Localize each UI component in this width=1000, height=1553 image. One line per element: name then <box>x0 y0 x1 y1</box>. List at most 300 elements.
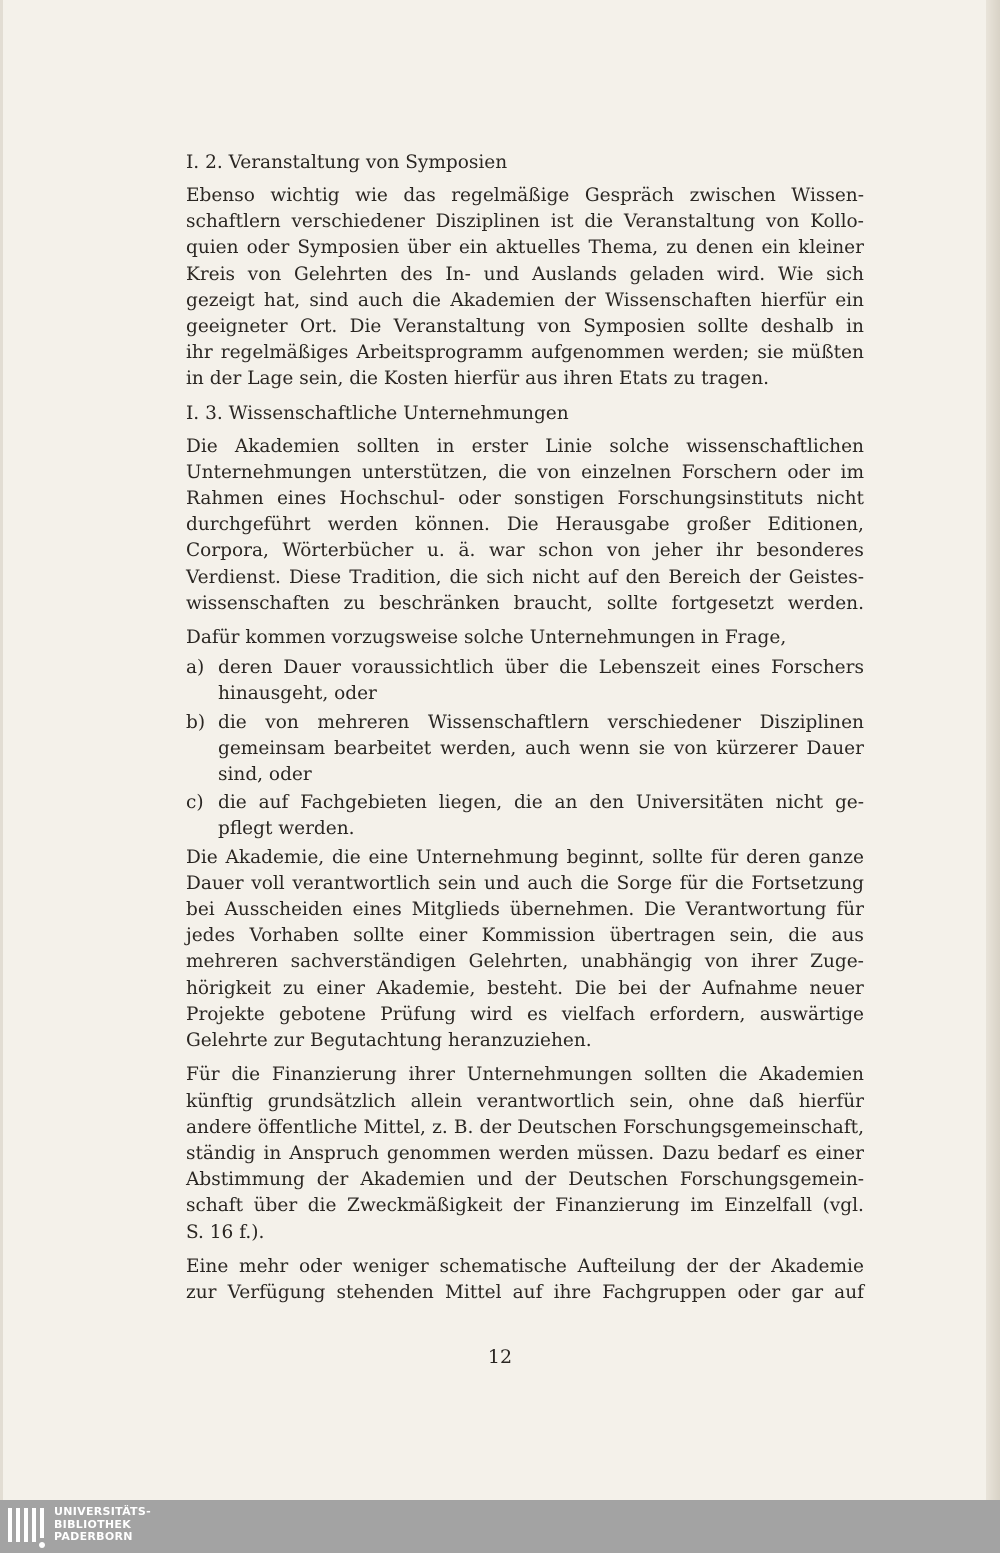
word: jedes <box>186 925 235 947</box>
word: Dauer <box>283 657 341 679</box>
word: die <box>580 872 609 894</box>
word: bedarf <box>717 1142 779 1164</box>
word: Linie <box>545 435 593 457</box>
word: ein <box>458 237 488 259</box>
list-intro: Dafür kommen vorzugsweise solche Unternehmungen in Frage, <box>186 627 787 649</box>
word: wie <box>355 185 388 206</box>
word: einer <box>815 1142 864 1164</box>
word: ihre <box>553 1281 592 1303</box>
word: Verfügung <box>227 1281 326 1303</box>
word: auch <box>525 737 571 759</box>
word: Die <box>349 316 382 338</box>
word: sein, <box>629 1090 674 1112</box>
word: Veranstaltung <box>393 316 526 338</box>
word: zu <box>282 977 305 999</box>
word: sollten <box>356 435 420 457</box>
word: nicht <box>532 566 580 588</box>
word: Thema, <box>588 237 659 259</box>
word: Akademien <box>234 435 340 457</box>
word: die <box>231 1064 261 1086</box>
word: Disziplinen <box>759 711 864 733</box>
word: ist <box>550 211 574 233</box>
word: der <box>524 1169 557 1191</box>
word: von <box>673 737 708 759</box>
word: gebotene <box>278 1003 367 1025</box>
word: es <box>786 1142 808 1164</box>
word: die <box>718 1064 748 1086</box>
word: Tradition, <box>349 566 442 588</box>
text-line <box>186 591 864 617</box>
word: schaft <box>186 1195 244 1217</box>
word: Disziplinen <box>435 211 540 233</box>
word: Prüfung <box>380 1003 457 1025</box>
word: werden. <box>787 592 864 614</box>
word: Auslands <box>531 263 617 285</box>
word: Forschers <box>771 657 864 679</box>
word: neuer <box>809 977 864 999</box>
word: B. <box>453 1116 474 1138</box>
list-item-b <box>186 710 864 789</box>
word: andere <box>186 1116 252 1138</box>
word: und <box>483 263 520 285</box>
word: zu <box>666 237 688 259</box>
word: der <box>564 289 596 311</box>
word: Dazu <box>662 1142 710 1164</box>
word: Wissenschaftlern <box>427 711 590 733</box>
word: denen <box>695 237 754 259</box>
word: wissenschaftlichen <box>686 435 864 457</box>
word: in <box>263 1142 282 1164</box>
word: braucht, <box>513 592 593 614</box>
word: voraussichtlich <box>351 657 494 679</box>
text-line <box>186 1062 864 1088</box>
word: werden <box>498 1142 569 1164</box>
word: mehreren <box>186 951 278 973</box>
word: Hochschul- <box>339 488 445 510</box>
word: Ort. <box>299 316 338 338</box>
word: hörigkeit <box>186 977 272 999</box>
text-line <box>186 871 864 897</box>
word: deshalb <box>760 316 834 338</box>
word: allein <box>410 1090 463 1112</box>
text-line <box>186 434 864 460</box>
word: ihr <box>716 540 743 562</box>
word: schematische <box>439 1255 567 1277</box>
word: die <box>218 711 247 733</box>
text-line <box>186 538 864 564</box>
word: können. <box>414 514 490 536</box>
word: Forschungsgemein- <box>679 1169 864 1191</box>
word: gezeigt <box>186 289 255 311</box>
word: werden <box>327 514 398 536</box>
word: regelmäßige <box>451 185 570 206</box>
word: die <box>584 211 614 233</box>
word: Kreis <box>186 263 236 285</box>
word: Akademie, <box>225 846 325 868</box>
word: ge- <box>834 792 864 814</box>
word: Die <box>506 514 539 536</box>
word: Aufteilung <box>577 1255 676 1277</box>
word: verantwortlich <box>476 1090 615 1112</box>
paragraph-finanzierung <box>186 1062 864 1245</box>
library-name-line: BIBLIOTHEK <box>54 1517 132 1531</box>
word: Akademien <box>759 1064 864 1086</box>
paragraph-unternehmungen-1 <box>186 434 864 617</box>
text-line <box>186 565 864 591</box>
word: kleiner <box>798 237 864 259</box>
library-footer <box>0 1500 1000 1553</box>
word: solche <box>609 435 670 457</box>
word: geeigneter <box>186 316 288 338</box>
word: auf <box>834 1281 864 1303</box>
word: verantwortlich <box>292 872 431 894</box>
word: öffentliche <box>257 1116 358 1138</box>
word: Vorhaben <box>249 925 339 947</box>
text-line <box>186 1089 864 1115</box>
word: Fachgruppen <box>602 1281 727 1303</box>
word: ihrer <box>408 1064 455 1086</box>
word: ohne <box>688 1090 735 1112</box>
word: das <box>403 185 436 206</box>
word: wissenschaften <box>186 592 330 614</box>
word: der <box>658 977 691 999</box>
word: Sorge <box>616 872 673 894</box>
word: erfordern, <box>649 1003 746 1025</box>
word: sollte <box>652 846 703 868</box>
paragraph-aufteilung <box>186 1254 864 1306</box>
word: Diese <box>288 566 342 588</box>
word: Forschungsinstituts <box>617 488 804 510</box>
word: sollte <box>606 592 658 614</box>
library-name-line: PADERBORN <box>54 1530 133 1543</box>
word: Für <box>186 1064 220 1086</box>
word: und <box>476 1169 513 1191</box>
word: von <box>247 263 282 285</box>
page-number: 12 <box>487 1346 513 1368</box>
word: Finanzierung <box>555 1195 680 1217</box>
word: Wissen- <box>791 185 864 206</box>
word: auswärtige <box>759 1003 864 1025</box>
word: aus <box>831 925 864 947</box>
word: hierfür <box>798 1090 864 1112</box>
word: ein <box>835 289 864 311</box>
word: die <box>715 872 744 894</box>
paragraph-symposien <box>186 183 864 393</box>
page-edge-left <box>0 0 3 1500</box>
text-line: pflegt werden. <box>218 818 355 840</box>
word: für <box>710 846 739 868</box>
word: liegen, <box>438 792 503 814</box>
word: voll <box>251 872 285 894</box>
word: Herausgabe <box>555 514 670 536</box>
word: bearbeitet <box>334 737 432 759</box>
word: ihr <box>186 342 213 364</box>
text-line <box>218 710 864 736</box>
word: übertragen <box>609 925 716 947</box>
word: auf <box>512 1281 543 1303</box>
word: war <box>489 540 525 562</box>
word: zur <box>186 1281 217 1303</box>
word: Symposien <box>583 316 686 338</box>
text-line <box>186 262 864 288</box>
word: Verdienst. <box>186 566 281 588</box>
list-label: b) <box>186 711 206 733</box>
word: Verantwortung <box>685 899 827 921</box>
word: besonderes <box>756 540 864 562</box>
word: Corpora, <box>186 540 269 562</box>
word: nicht <box>816 488 864 510</box>
word: künftig <box>186 1090 254 1112</box>
text-line <box>186 976 864 1002</box>
word: die <box>788 925 817 947</box>
word: u. <box>426 540 445 562</box>
word: die <box>513 792 543 814</box>
word: daß <box>748 1090 785 1112</box>
word: für <box>836 899 864 921</box>
word: sie <box>638 737 666 759</box>
word: von <box>765 211 800 233</box>
text-line <box>186 486 864 512</box>
page-edge-right <box>986 0 1000 1500</box>
text-line <box>186 512 864 538</box>
word: Editionen, <box>767 514 864 536</box>
library-name-line: UNIVERSITÄTS- <box>54 1505 151 1518</box>
word: Kommission <box>481 925 596 947</box>
word: in <box>436 435 455 457</box>
text-line <box>186 183 864 209</box>
word: bei <box>186 899 215 921</box>
page-content <box>186 150 864 1314</box>
word: übernehmen. <box>509 899 635 921</box>
word: ganze <box>808 846 864 868</box>
word: Bereich <box>668 566 741 588</box>
word: Fachgebieten <box>300 792 427 814</box>
word: Wie <box>777 263 814 285</box>
text-line: sind, oder <box>218 764 312 786</box>
word: Geistes- <box>788 566 864 588</box>
word: Fortsetzung <box>751 872 864 894</box>
word: jeher <box>654 540 703 562</box>
word: Forschern <box>681 461 777 483</box>
word: auf <box>587 566 618 588</box>
word: die <box>559 657 588 679</box>
word: Mittel <box>444 1281 502 1303</box>
word: von <box>537 461 571 483</box>
text-line <box>186 235 864 261</box>
word: unabhängig <box>580 951 693 973</box>
word: Mittel, <box>363 1116 426 1138</box>
word: es <box>527 1003 548 1025</box>
word: beschränken <box>379 592 500 614</box>
library-name <box>54 1506 151 1544</box>
word: Zweckmäßigkeit <box>346 1195 503 1217</box>
word: mehr <box>239 1255 289 1277</box>
text-line <box>186 1280 864 1306</box>
word: bei <box>618 977 647 999</box>
word: sachverständigen <box>290 951 456 973</box>
word: Mitglieds <box>411 899 500 921</box>
word: hat, <box>263 289 301 311</box>
paragraph-unternehmungen-2 <box>186 845 864 1055</box>
word: sich <box>826 263 864 285</box>
word: auch <box>527 872 573 894</box>
section-heading-symposien: I. 2. Veranstaltung von Symposien <box>186 152 508 173</box>
word: Rahmen <box>186 488 264 510</box>
word: der <box>728 1255 761 1277</box>
text-line <box>186 923 864 949</box>
word: oder <box>737 1281 781 1303</box>
word: sie <box>757 342 784 364</box>
word: der <box>686 1255 718 1277</box>
word: über <box>253 1195 298 1217</box>
word: Deutschen <box>568 1169 668 1191</box>
word: sollte <box>353 925 405 947</box>
word: geladen <box>629 263 705 285</box>
word: sonstigen <box>514 488 605 510</box>
word: Die <box>574 977 607 999</box>
word: oder <box>246 237 290 259</box>
word: nicht <box>775 792 824 814</box>
word: (vgl. <box>822 1195 864 1217</box>
word: Wissenschaften <box>605 289 752 311</box>
text-line <box>186 340 864 366</box>
word: z. <box>432 1116 448 1138</box>
word: über <box>504 657 549 679</box>
word: der <box>512 1195 545 1217</box>
word: die <box>218 792 247 814</box>
text-line <box>186 209 864 235</box>
text-line: hinausgeht, oder <box>218 683 377 705</box>
word: die <box>449 566 479 588</box>
word: werden; <box>672 342 750 364</box>
word: zwischen <box>689 185 776 206</box>
word: von <box>606 540 641 562</box>
text-line <box>186 460 864 486</box>
list-label: c) <box>186 792 204 814</box>
word: Akademien <box>450 289 555 311</box>
word: von <box>265 711 299 733</box>
text-line <box>186 949 864 975</box>
word: wird. <box>716 263 766 285</box>
word: an <box>554 792 578 814</box>
word: Dauer <box>806 737 864 759</box>
word: Akademie <box>771 1255 864 1277</box>
word: Veranstaltung <box>623 211 756 233</box>
word: sein <box>438 872 477 894</box>
text-line <box>186 1141 864 1167</box>
word: Eine <box>186 1255 229 1277</box>
word: Unternehmungen <box>466 1064 633 1086</box>
word: der <box>316 1169 349 1191</box>
list-item-c <box>186 790 864 842</box>
word: Wörterbücher <box>282 540 414 562</box>
text-line <box>186 288 864 314</box>
word: Akademien <box>360 1169 466 1191</box>
word: schaftlern <box>186 211 281 233</box>
word: Unternehmungen <box>186 461 352 483</box>
word: des <box>400 263 433 285</box>
word: Die <box>186 435 218 457</box>
word: in <box>846 316 864 338</box>
word: den <box>625 566 661 588</box>
word: Unternehmung <box>416 846 559 868</box>
word: schon <box>538 540 594 562</box>
word: Forschungsgemeinschaft, <box>623 1116 864 1138</box>
word: Universitäten <box>635 792 764 814</box>
word: besteht. <box>487 977 564 999</box>
word: und <box>483 872 520 894</box>
word: großer <box>686 514 751 536</box>
word: ständig <box>186 1142 256 1164</box>
word: müßten <box>791 342 864 364</box>
word: fortgesetzt <box>671 592 774 614</box>
word: gar <box>791 1281 824 1303</box>
word: Gespräch <box>584 185 675 206</box>
text-line <box>186 314 864 340</box>
text-line <box>186 1115 864 1141</box>
word: eines <box>711 657 761 679</box>
word: deren <box>746 846 801 868</box>
word: Symposien <box>297 237 400 259</box>
word: Die <box>644 899 676 921</box>
word: vielfach <box>561 1003 636 1025</box>
word: Die <box>186 846 218 868</box>
text-line: Gelehrte zur Begutachtung heranzuziehen. <box>186 1030 592 1052</box>
word: eine <box>368 846 409 868</box>
list-item-a <box>186 655 864 707</box>
word: verschiedener <box>291 211 425 233</box>
word: der <box>479 1116 512 1138</box>
text-line <box>186 845 864 871</box>
word: genommen <box>386 1142 491 1164</box>
word: Akademie, <box>376 977 476 999</box>
word: Aufnahme <box>702 977 798 999</box>
text-line <box>186 1254 864 1280</box>
word: für <box>679 872 708 894</box>
text-line <box>218 790 864 816</box>
word: die <box>412 289 442 311</box>
word: quien <box>186 237 239 259</box>
word: oder <box>458 488 501 510</box>
word: Dauer <box>186 872 244 894</box>
word: Ebenso <box>186 185 255 206</box>
word: Abstimmung <box>186 1169 305 1191</box>
word: Deutschen <box>517 1116 618 1138</box>
word: ä. <box>458 540 476 562</box>
word: gemeinsam <box>218 737 326 759</box>
word: Lebenszeit <box>598 657 701 679</box>
word: sollte <box>697 316 749 338</box>
word: ihrer <box>750 951 798 973</box>
word: über <box>407 237 451 259</box>
word: auf <box>258 792 289 814</box>
word: grundsätzlich <box>267 1090 396 1112</box>
word: sollten <box>644 1064 707 1086</box>
word: die <box>307 1195 337 1217</box>
word: die <box>498 461 527 483</box>
word: Finanzierung <box>271 1064 397 1086</box>
library-logo-icon <box>6 1504 52 1550</box>
word: weniger <box>352 1255 429 1277</box>
word: Kollo- <box>810 211 864 233</box>
text-line <box>218 655 864 681</box>
word: beginnt, <box>566 846 645 868</box>
word: stehenden <box>336 1281 434 1303</box>
text-line <box>186 1193 864 1219</box>
word: In- <box>445 263 471 285</box>
word: deren <box>218 657 273 679</box>
word: den <box>589 792 625 814</box>
